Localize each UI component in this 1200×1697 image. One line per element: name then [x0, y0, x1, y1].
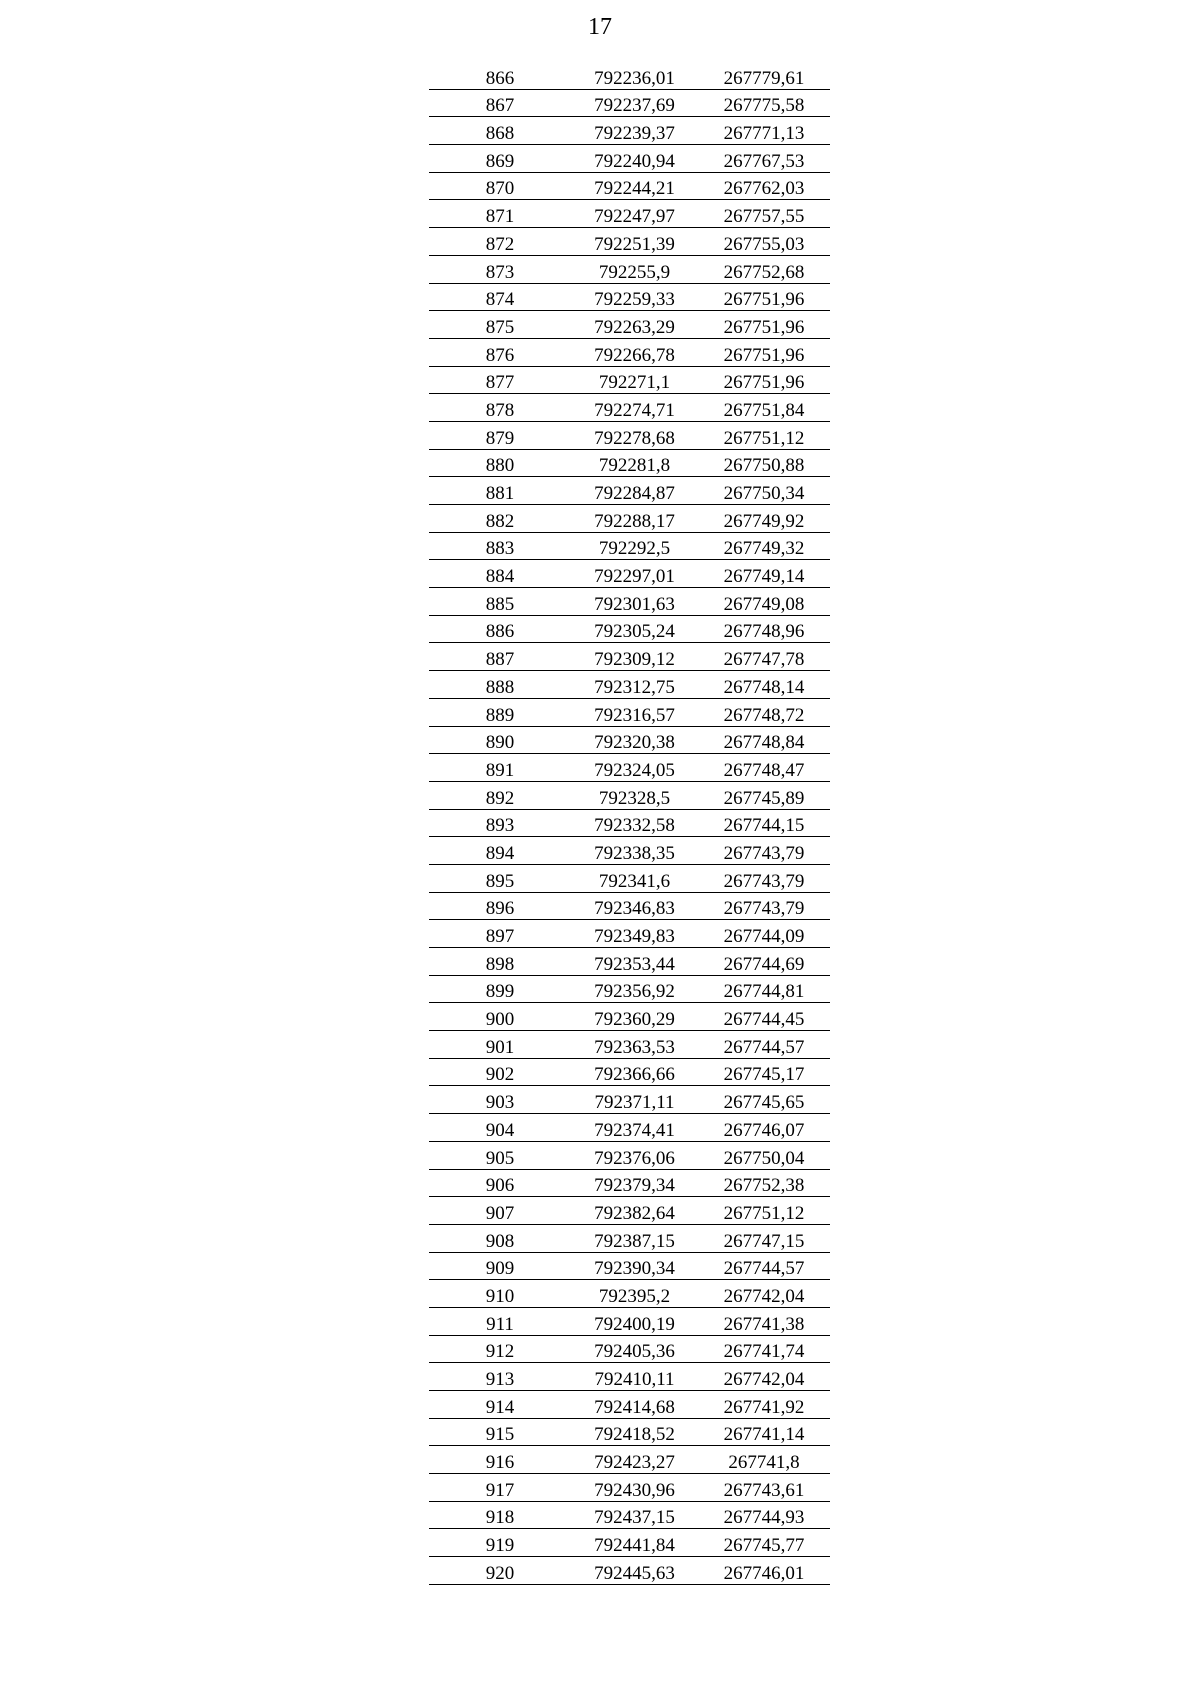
table-row — [429, 449, 830, 477]
y-coordinate-cell: 267742,04 — [698, 1280, 830, 1308]
point-number-cell: 886 — [429, 615, 571, 643]
x-coordinate-cell: 792423,27 — [571, 1446, 698, 1474]
point-number-cell: 877 — [429, 366, 571, 394]
y-coordinate-cell: 267745,17 — [698, 1058, 830, 1086]
x-coordinate-cell: 792301,63 — [571, 588, 698, 616]
x-coordinate-cell: 792278,68 — [571, 421, 698, 449]
y-coordinate-cell: 267741,92 — [698, 1391, 830, 1419]
y-coordinate-cell: 267751,84 — [698, 394, 830, 422]
point-number-cell: 895 — [429, 864, 571, 892]
table-row — [429, 1086, 830, 1114]
point-number-cell: 888 — [429, 671, 571, 699]
x-coordinate-cell: 792284,87 — [571, 477, 698, 505]
table-row — [429, 1280, 830, 1308]
table-row — [429, 228, 830, 256]
y-coordinate-cell: 267767,53 — [698, 145, 830, 173]
x-coordinate-cell: 792387,15 — [571, 1224, 698, 1252]
y-coordinate-cell: 267745,65 — [698, 1086, 830, 1114]
table-row — [429, 1529, 830, 1557]
y-coordinate-cell: 267751,96 — [698, 283, 830, 311]
x-coordinate-cell: 792271,1 — [571, 366, 698, 394]
table-row — [429, 1557, 830, 1585]
x-coordinate-cell: 792240,94 — [571, 145, 698, 173]
y-coordinate-cell: 267771,13 — [698, 117, 830, 145]
x-coordinate-cell: 792360,29 — [571, 1003, 698, 1031]
x-coordinate-cell: 792382,64 — [571, 1197, 698, 1225]
y-coordinate-cell: 267744,09 — [698, 920, 830, 948]
x-coordinate-cell: 792430,96 — [571, 1474, 698, 1502]
y-coordinate-cell: 267755,03 — [698, 228, 830, 256]
table-row — [429, 837, 830, 865]
x-coordinate-cell: 792356,92 — [571, 975, 698, 1003]
table-row — [429, 643, 830, 671]
table-row — [429, 1474, 830, 1502]
x-coordinate-cell: 792251,39 — [571, 228, 698, 256]
point-number-cell: 899 — [429, 975, 571, 1003]
point-number-cell: 882 — [429, 505, 571, 533]
y-coordinate-cell: 267749,08 — [698, 588, 830, 616]
x-coordinate-cell: 792379,34 — [571, 1169, 698, 1197]
table-row — [429, 1307, 830, 1335]
x-coordinate-cell: 792305,24 — [571, 615, 698, 643]
table-row — [429, 698, 830, 726]
table-row — [429, 394, 830, 422]
table-row — [429, 477, 830, 505]
y-coordinate-cell: 267745,77 — [698, 1529, 830, 1557]
table-row — [429, 62, 830, 89]
point-number-cell: 914 — [429, 1391, 571, 1419]
point-number-cell: 907 — [429, 1197, 571, 1225]
y-coordinate-cell: 267757,55 — [698, 200, 830, 228]
table-row — [429, 615, 830, 643]
y-coordinate-cell: 267748,84 — [698, 726, 830, 754]
coordinates-table-body — [429, 62, 830, 1584]
table-row — [429, 975, 830, 1003]
table-row — [429, 1114, 830, 1142]
x-coordinate-cell: 792445,63 — [571, 1557, 698, 1585]
point-number-cell: 913 — [429, 1363, 571, 1391]
x-coordinate-cell: 792349,83 — [571, 920, 698, 948]
point-number-cell: 917 — [429, 1474, 571, 1502]
y-coordinate-cell: 267751,12 — [698, 1197, 830, 1225]
point-number-cell: 908 — [429, 1224, 571, 1252]
table-row — [429, 311, 830, 339]
y-coordinate-cell: 267743,79 — [698, 892, 830, 920]
y-coordinate-cell: 267750,34 — [698, 477, 830, 505]
point-number-cell: 906 — [429, 1169, 571, 1197]
table-row — [429, 754, 830, 782]
point-number-cell: 909 — [429, 1252, 571, 1280]
table-row — [429, 421, 830, 449]
table-row — [429, 172, 830, 200]
x-coordinate-cell: 792346,83 — [571, 892, 698, 920]
coordinates-table — [429, 62, 830, 1585]
point-number-cell: 916 — [429, 1446, 571, 1474]
y-coordinate-cell: 267742,04 — [698, 1363, 830, 1391]
y-coordinate-cell: 267775,58 — [698, 89, 830, 117]
table-row — [429, 366, 830, 394]
x-coordinate-cell: 792395,2 — [571, 1280, 698, 1308]
table-row — [429, 1501, 830, 1529]
point-number-cell: 889 — [429, 698, 571, 726]
point-number-cell: 894 — [429, 837, 571, 865]
point-number-cell: 890 — [429, 726, 571, 754]
y-coordinate-cell: 267743,79 — [698, 837, 830, 865]
point-number-cell: 884 — [429, 560, 571, 588]
table-row — [429, 1058, 830, 1086]
point-number-cell: 871 — [429, 200, 571, 228]
point-number-cell: 879 — [429, 421, 571, 449]
table-row — [429, 588, 830, 616]
y-coordinate-cell: 267748,96 — [698, 615, 830, 643]
point-number-cell: 911 — [429, 1307, 571, 1335]
table-row — [429, 89, 830, 117]
y-coordinate-cell: 267749,32 — [698, 532, 830, 560]
point-number-cell: 918 — [429, 1501, 571, 1529]
table-row — [429, 948, 830, 976]
y-coordinate-cell: 267752,68 — [698, 255, 830, 283]
table-row — [429, 283, 830, 311]
y-coordinate-cell: 267747,78 — [698, 643, 830, 671]
x-coordinate-cell: 792316,57 — [571, 698, 698, 726]
table-row — [429, 505, 830, 533]
y-coordinate-cell: 267741,8 — [698, 1446, 830, 1474]
x-coordinate-cell: 792297,01 — [571, 560, 698, 588]
x-coordinate-cell: 792244,21 — [571, 172, 698, 200]
table-row — [429, 1197, 830, 1225]
x-coordinate-cell: 792353,44 — [571, 948, 698, 976]
x-coordinate-cell: 792239,37 — [571, 117, 698, 145]
x-coordinate-cell: 792374,41 — [571, 1114, 698, 1142]
x-coordinate-cell: 792320,38 — [571, 726, 698, 754]
table-row — [429, 1446, 830, 1474]
table-row — [429, 892, 830, 920]
x-coordinate-cell: 792341,6 — [571, 864, 698, 892]
y-coordinate-cell: 267751,96 — [698, 311, 830, 339]
x-coordinate-cell: 792366,66 — [571, 1058, 698, 1086]
page-number: 17 — [588, 14, 612, 40]
point-number-cell: 881 — [429, 477, 571, 505]
y-coordinate-cell: 267744,57 — [698, 1252, 830, 1280]
x-coordinate-cell: 792324,05 — [571, 754, 698, 782]
x-coordinate-cell: 792441,84 — [571, 1529, 698, 1557]
point-number-cell: 870 — [429, 172, 571, 200]
x-coordinate-cell: 792414,68 — [571, 1391, 698, 1419]
point-number-cell: 885 — [429, 588, 571, 616]
table-row — [429, 1141, 830, 1169]
x-coordinate-cell: 792259,33 — [571, 283, 698, 311]
table-row — [429, 145, 830, 173]
point-number-cell: 893 — [429, 809, 571, 837]
x-coordinate-cell: 792376,06 — [571, 1141, 698, 1169]
table-row — [429, 1335, 830, 1363]
y-coordinate-cell: 267762,03 — [698, 172, 830, 200]
y-coordinate-cell: 267744,57 — [698, 1031, 830, 1059]
table-row — [429, 338, 830, 366]
table-row — [429, 809, 830, 837]
point-number-cell: 867 — [429, 89, 571, 117]
table-row — [429, 671, 830, 699]
point-number-cell: 910 — [429, 1280, 571, 1308]
x-coordinate-cell: 792338,35 — [571, 837, 698, 865]
point-number-cell: 869 — [429, 145, 571, 173]
table-row — [429, 864, 830, 892]
y-coordinate-cell: 267752,38 — [698, 1169, 830, 1197]
table-row — [429, 1169, 830, 1197]
x-coordinate-cell: 792266,78 — [571, 338, 698, 366]
table-row — [429, 532, 830, 560]
y-coordinate-cell: 267748,14 — [698, 671, 830, 699]
table-row — [429, 1363, 830, 1391]
y-coordinate-cell: 267751,12 — [698, 421, 830, 449]
y-coordinate-cell: 267744,93 — [698, 1501, 830, 1529]
point-number-cell: 905 — [429, 1141, 571, 1169]
point-number-cell: 902 — [429, 1058, 571, 1086]
x-coordinate-cell: 792405,36 — [571, 1335, 698, 1363]
x-coordinate-cell: 792274,71 — [571, 394, 698, 422]
x-coordinate-cell: 792292,5 — [571, 532, 698, 560]
point-number-cell: 912 — [429, 1335, 571, 1363]
x-coordinate-cell: 792312,75 — [571, 671, 698, 699]
table-row — [429, 1224, 830, 1252]
y-coordinate-cell: 267744,69 — [698, 948, 830, 976]
table-row — [429, 255, 830, 283]
point-number-cell: 880 — [429, 449, 571, 477]
x-coordinate-cell: 792363,53 — [571, 1031, 698, 1059]
table-row — [429, 1391, 830, 1419]
table-row — [429, 117, 830, 145]
y-coordinate-cell: 267743,61 — [698, 1474, 830, 1502]
point-number-cell: 883 — [429, 532, 571, 560]
y-coordinate-cell: 267741,14 — [698, 1418, 830, 1446]
x-coordinate-cell: 792437,15 — [571, 1501, 698, 1529]
point-number-cell: 873 — [429, 255, 571, 283]
x-coordinate-cell: 792288,17 — [571, 505, 698, 533]
point-number-cell: 898 — [429, 948, 571, 976]
y-coordinate-cell: 267744,15 — [698, 809, 830, 837]
point-number-cell: 892 — [429, 781, 571, 809]
point-number-cell: 876 — [429, 338, 571, 366]
point-number-cell: 900 — [429, 1003, 571, 1031]
point-number-cell: 875 — [429, 311, 571, 339]
y-coordinate-cell: 267749,92 — [698, 505, 830, 533]
point-number-cell: 874 — [429, 283, 571, 311]
table-row — [429, 1003, 830, 1031]
point-number-cell: 897 — [429, 920, 571, 948]
table-row — [429, 920, 830, 948]
point-number-cell: 901 — [429, 1031, 571, 1059]
y-coordinate-cell: 267751,96 — [698, 366, 830, 394]
y-coordinate-cell: 267741,38 — [698, 1307, 830, 1335]
y-coordinate-cell: 267746,01 — [698, 1557, 830, 1585]
table-row — [429, 560, 830, 588]
y-coordinate-cell: 267750,88 — [698, 449, 830, 477]
y-coordinate-cell: 267748,72 — [698, 698, 830, 726]
point-number-cell: 878 — [429, 394, 571, 422]
point-number-cell: 872 — [429, 228, 571, 256]
x-coordinate-cell: 792247,97 — [571, 200, 698, 228]
point-number-cell: 903 — [429, 1086, 571, 1114]
table-row — [429, 200, 830, 228]
point-number-cell: 866 — [429, 62, 571, 89]
point-number-cell: 915 — [429, 1418, 571, 1446]
x-coordinate-cell: 792410,11 — [571, 1363, 698, 1391]
table-row — [429, 1418, 830, 1446]
y-coordinate-cell: 267750,04 — [698, 1141, 830, 1169]
table-row — [429, 781, 830, 809]
x-coordinate-cell: 792400,19 — [571, 1307, 698, 1335]
x-coordinate-cell: 792281,8 — [571, 449, 698, 477]
y-coordinate-cell: 267749,14 — [698, 560, 830, 588]
point-number-cell: 919 — [429, 1529, 571, 1557]
y-coordinate-cell: 267744,45 — [698, 1003, 830, 1031]
y-coordinate-cell: 267744,81 — [698, 975, 830, 1003]
y-coordinate-cell: 267779,61 — [698, 62, 830, 89]
x-coordinate-cell: 792255,9 — [571, 255, 698, 283]
y-coordinate-cell: 267743,79 — [698, 864, 830, 892]
point-number-cell: 896 — [429, 892, 571, 920]
y-coordinate-cell: 267746,07 — [698, 1114, 830, 1142]
table-row — [429, 726, 830, 754]
point-number-cell: 868 — [429, 117, 571, 145]
x-coordinate-cell: 792237,69 — [571, 89, 698, 117]
x-coordinate-cell: 792263,29 — [571, 311, 698, 339]
y-coordinate-cell: 267741,74 — [698, 1335, 830, 1363]
point-number-cell: 904 — [429, 1114, 571, 1142]
y-coordinate-cell: 267748,47 — [698, 754, 830, 782]
x-coordinate-cell: 792390,34 — [571, 1252, 698, 1280]
y-coordinate-cell: 267745,89 — [698, 781, 830, 809]
y-coordinate-cell: 267747,15 — [698, 1224, 830, 1252]
x-coordinate-cell: 792236,01 — [571, 62, 698, 89]
x-coordinate-cell: 792418,52 — [571, 1418, 698, 1446]
point-number-cell: 887 — [429, 643, 571, 671]
table-row — [429, 1031, 830, 1059]
x-coordinate-cell: 792371,11 — [571, 1086, 698, 1114]
x-coordinate-cell: 792332,58 — [571, 809, 698, 837]
point-number-cell: 891 — [429, 754, 571, 782]
point-number-cell: 920 — [429, 1557, 571, 1585]
y-coordinate-cell: 267751,96 — [698, 338, 830, 366]
table-row — [429, 1252, 830, 1280]
x-coordinate-cell: 792309,12 — [571, 643, 698, 671]
x-coordinate-cell: 792328,5 — [571, 781, 698, 809]
